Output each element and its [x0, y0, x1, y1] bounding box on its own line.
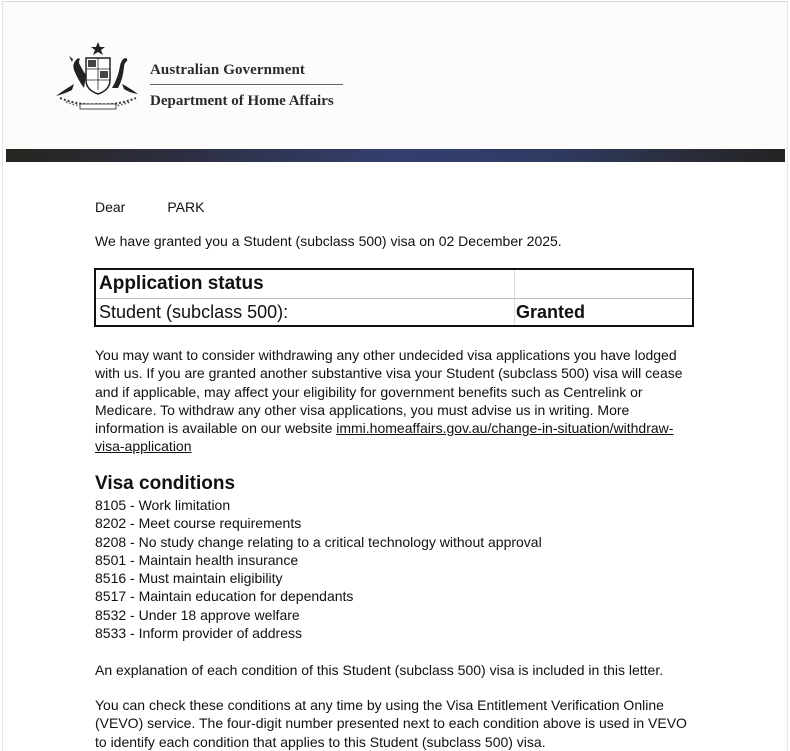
withdraw-text: You may want to consider withdrawing any other undecided visa applications you have lodged with us. If you are granted another substantive visa your Student (subclass 500) visa will cease and if applicable, may affect your eligibility for government benefits such as Centrelink or Medicare. To withdraw any other visa applications, you must advise us in writing. More information is available on our website	[95, 347, 683, 437]
list-item: 8533 - Inform provider of address	[95, 625, 302, 642]
letterhead	[3, 2, 787, 149]
status-title: Application status	[99, 273, 264, 294]
header-band	[6, 149, 785, 162]
government-name: Australian Government	[150, 62, 306, 78]
list-item: 8105 - Work limitation	[95, 497, 231, 513]
grant-sentence: We have granted you a Student (subclass 500) visa on 02 December 2025.	[95, 233, 562, 249]
list-item: 8202 - Meet course requirements	[95, 515, 302, 532]
visa-subclass-label: Student (subclass 500):	[99, 302, 289, 322]
department-name: Department of Home Affairs	[150, 93, 334, 109]
coat-of-arms-icon	[50, 40, 146, 112]
vevo-paragraph: You can check these conditions at any time by using the Visa Entitlement Verification Online (VEVO) service. The four-digit number presented next to each condition above is used in VEVO to identify each condition that applies to this Student (subclass 500) visa.	[95, 697, 687, 750]
recipient-name: PARK	[167, 199, 205, 215]
list-item: 8517 - Maintain education for dependants	[95, 588, 354, 605]
explanation-sentence: An explanation of each condition of this Student (subclass 500) visa is included in this letter.	[95, 662, 664, 678]
government-wordmark	[150, 62, 343, 110]
table-row-divider	[96, 298, 692, 299]
visa-conditions-list	[95, 496, 542, 642]
withdraw-visa-link[interactable]: immi.homeaffairs.gov.au/change-in-situation/withdraw-visa-application	[95, 420, 674, 455]
salutation-line	[95, 199, 204, 215]
withdraw-paragraph	[95, 346, 695, 456]
visa-conditions-title: Visa conditions	[95, 473, 236, 494]
list-item: 8516 - Must maintain eligibility	[95, 570, 283, 587]
list-item: 8208 - No study change relating to a critical technology without approval	[95, 533, 542, 550]
table-column-divider	[514, 270, 515, 325]
salutation: Dear	[95, 199, 126, 215]
list-item: 8532 - Under 18 approve welfare	[95, 606, 300, 623]
status-value: Granted	[516, 302, 586, 322]
wordmark-divider	[150, 84, 343, 85]
list-item: 8501 - Maintain health insurance	[95, 551, 299, 568]
application-status-table	[94, 268, 694, 327]
